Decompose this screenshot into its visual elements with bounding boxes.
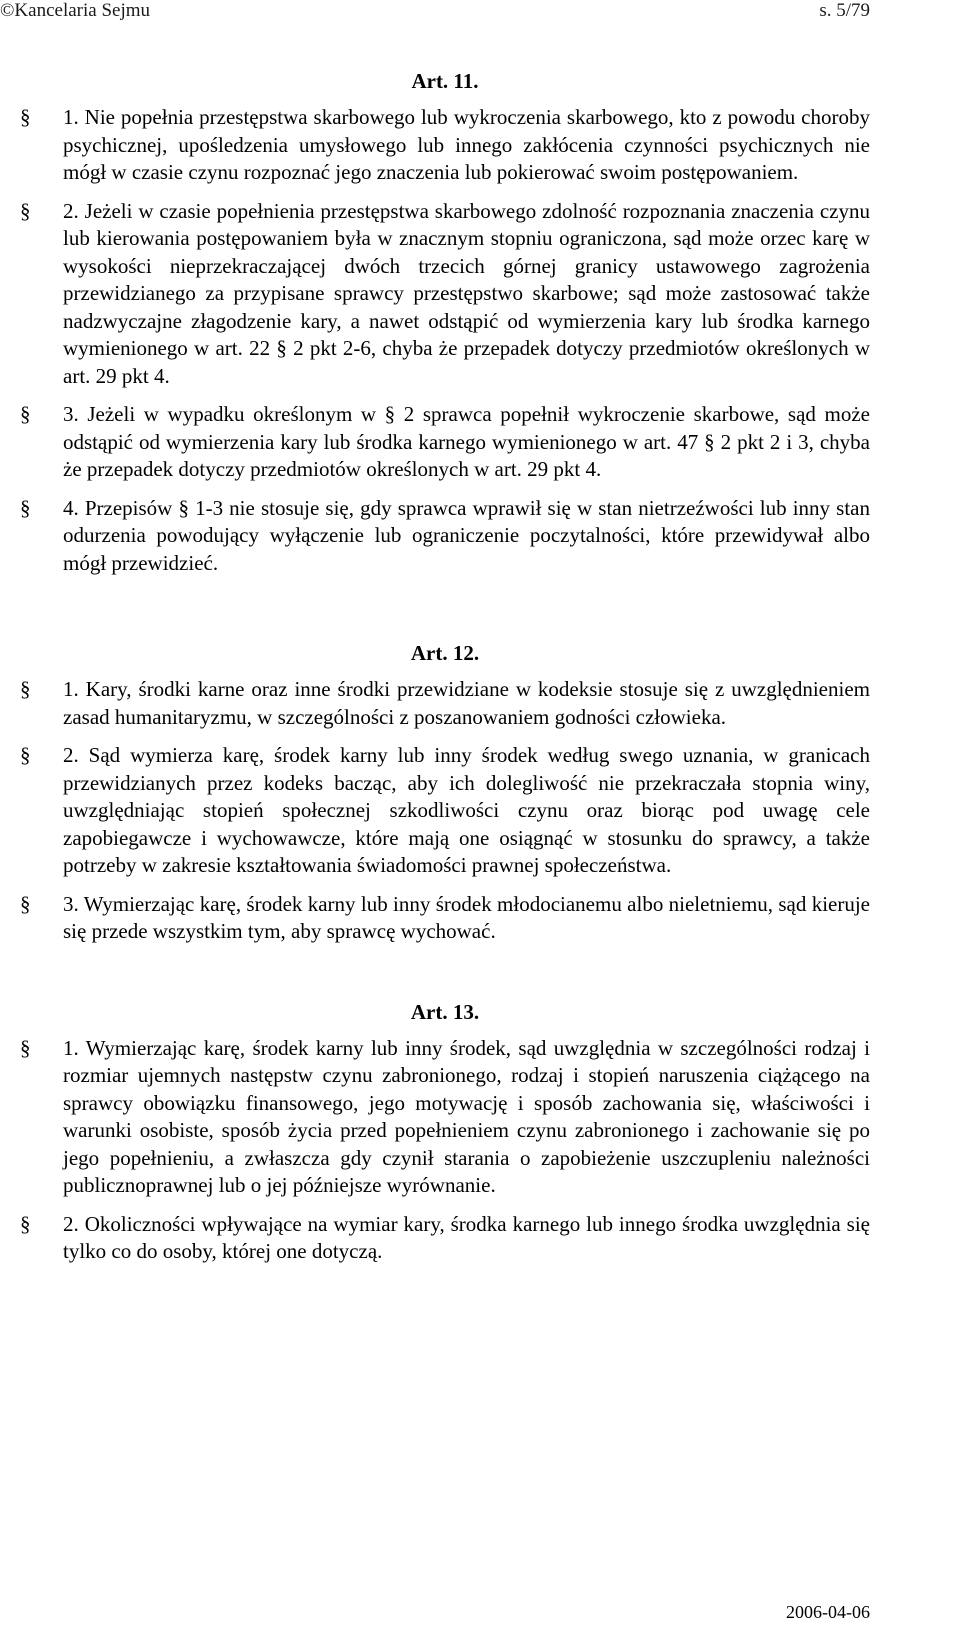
page-header (0, 0, 870, 22)
paragraph (20, 742, 870, 880)
article-13-title: Art. 13. (410, 999, 480, 1024)
paragraph (20, 198, 870, 391)
paragraph (20, 495, 870, 578)
paragraph-text: 3. Jeżeli w wypadku określonym w § 2 sprawca popełnił wykroczenie skarbowe, sąd może odstąpić od wymierzenia kary lub środka karnego wymienionego w art. 47 § 2 pkt 2 i 3, chyba że przepadek dotyczy przedmiotów określonych w art. 29 pkt 4. (63, 402, 870, 481)
publisher-label: ©Kancelaria Sejmu (0, 0, 151, 21)
spacer (20, 957, 870, 997)
document-date: 2006-04-06 (786, 1602, 870, 1622)
paragraph (20, 891, 870, 946)
section-sign: § (20, 1211, 31, 1236)
paragraph-text: 1. Kary, środki karne oraz inne środki przewidziane w kodeksie stosuje się z uwzględnieniem zasad humanitaryzmu, w szczególności z poszanowaniem godności człowieka. (63, 677, 870, 729)
page-footer (0, 1601, 870, 1623)
paragraph-text: 3. Wymierzając karę, środek karny lub inny środek młodocianemu albo nieletniemu, sąd kieruje się przede wszystkim tym, aby sprawcę wychować. (63, 891, 870, 943)
section-sign: § (20, 1035, 31, 1060)
paragraph-text: 2. Okoliczności wpływające na wymiar kary, środka karnego lub innego środka uwzględnia się tylko co do osoby, której one dotyczą. (63, 1211, 870, 1263)
page-number: s. 5/79 (819, 0, 870, 21)
section-sign: § (20, 105, 31, 129)
paragraph-text: 2. Sąd wymierza karę, środek karny lub inny środek według swego uznania, w granicach przewidzianych przez kodeks bacząc, aby ich dolegliwość nie przekraczała stopnia winy, uwzględniając stopień społecznej szkodliwości czynu oraz biorąc pod uwagę cele zapobiegawcze i wychowawcze, które mają one osiągnąć w stosunku do sprawcy, a także potrzeby w zakresie kształtowania świadomości prawnej społeczeństwa. (63, 743, 870, 877)
article-12-title: Art. 12. (410, 641, 480, 665)
section-sign: § (20, 743, 31, 767)
section-sign: § (20, 677, 31, 701)
section-sign: § (20, 891, 31, 916)
paragraph-text: 2. Jeżeli w czasie popełnienia przestępstwa skarbowego zdolność rozpoznania znaczenia czynu lub kierowania postępowaniem była w znacznym stopniu ograniczona, sąd może orzec karę w wysokości nieprzekraczającej dwóch trzecich górnej granicy ustawowego zagrożenia przewidzianego za przypisane sprawcy przestępstwo skarbowe; sąd może zastosować także nadzwyczajne złagodzenie kary, a nawet odstąpić od wymierzenia kary lub środka karnego wymienionego w art. 22 § 2 pkt 2-6, chyba że przepadek dotyczy przedmiotów określonych w art. 29 pkt 4. (63, 198, 870, 388)
paragraph (20, 1035, 870, 1200)
section-sign: § (20, 402, 31, 426)
paragraph (20, 676, 870, 731)
document-body (20, 66, 870, 1277)
paragraph (20, 401, 870, 484)
section-sign: § (20, 198, 31, 223)
paragraph-text: 1. Nie popełnia przestępstwa skarbowego lub wykroczenia skarbowego, kto z powodu choroby psychicznej, upośledzenia umysłowego lub innego zakłócenia czynności psychicznych nie mógł w czasie czynu rozpoznać jego znaczenia lub pokierować swoim postępowaniem. (63, 105, 870, 184)
paragraph (20, 104, 870, 187)
spacer (20, 588, 870, 638)
article-11-title: Art. 11. (411, 69, 479, 93)
paragraph-text: 4. Przepisów § 1-3 nie stosuje się, gdy sprawca wprawił się w stan nietrzeźwości lub inny stan odurzenia powodujący wyłączenie lub ograniczenie poczytalności, które przewidywał albo mógł przewidzieć. (63, 495, 870, 575)
section-sign: § (20, 495, 31, 520)
paragraph-text: 1. Wymierzając karę, środek karny lub inny środek, sąd uwzględnia w szczególności rodzaj i rozmiar ujemnych następstw czynu zabronionego, rodzaj i stopień naruszenia ciążącego na sprawcy obowiązku finansowego, jego motywację i sposób zachowania się, właściwości i warunki osobiste, sposób życia przed popełnieniem czynu zabronionego i zachowanie się po jego popełnieniu, a zwłaszcza gdy czynił starania o zapobieżenie uszczupleniu należności publicznoprawnej lub o jej późniejsze wyrównanie. (63, 1035, 870, 1197)
paragraph (20, 1211, 870, 1266)
